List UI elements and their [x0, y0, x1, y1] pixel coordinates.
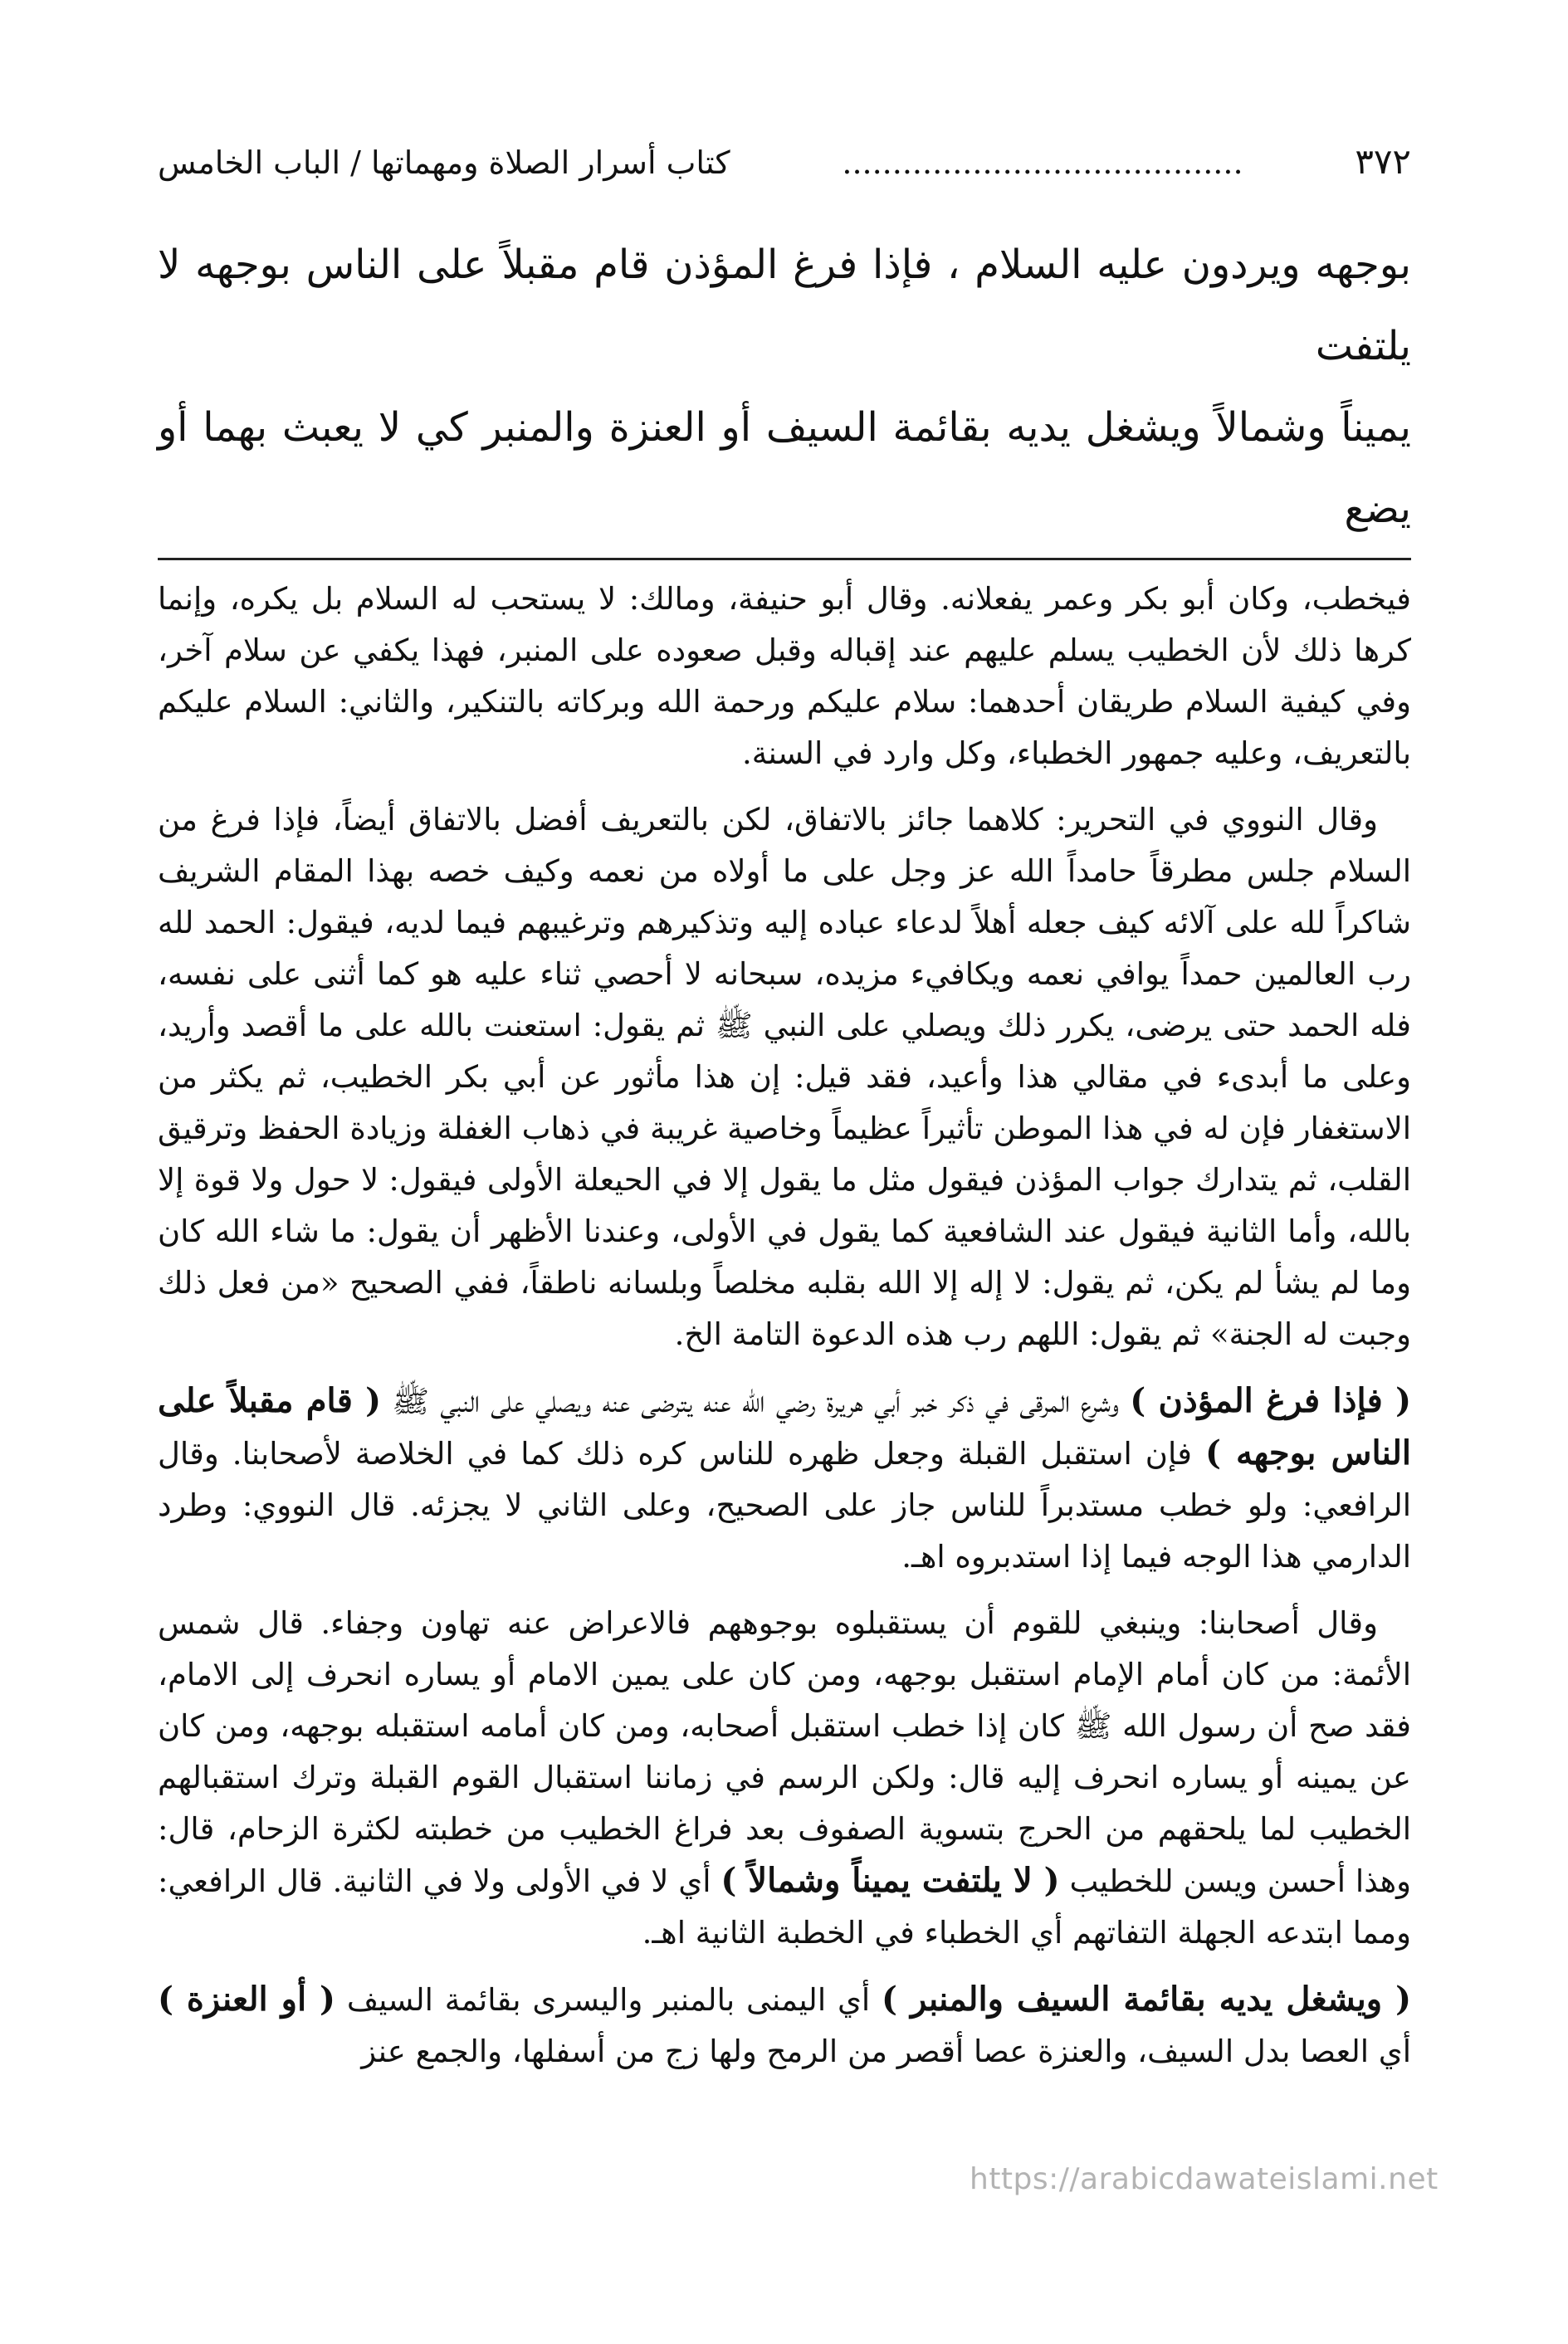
book-page [158, 125, 1411, 2249]
quoted-text-heading: ( لا يلتفت يميناً وشمالاً ) [720, 1861, 1060, 1900]
quoted-text-heading: ( أو العنزة ) [158, 1980, 335, 2019]
commentary-text: فإن استقبل القبلة وجعل ظهره للناس كره ذلك كما في الخلاصة لأصحابنا. وقال الرافعي: ولو خطب مستدبراً للناس جاز على الصحيح، وعلى الثاني لا يجزئه. قال النووي: وطرد الدارمي هذا الوجه فيما إذا استدبروه اهـ. [158, 1436, 1411, 1575]
running-title: كتاب أسرار الصلاة ومهماتها / الباب الخامس [158, 144, 730, 181]
commentary [158, 574, 1411, 2078]
commentary-text: وقال أصحابنا: وينبغي للقوم أن يستقبلوه بوجوههم فالاعراض عنه تهاون وجفاء. قال شمس الأئمة: من كان أمام الإمام استقبل بوجهه، ومن كان على يمين الامام أو يساره انحرف إلى الامام، فقد صح أن رسول الله ﷺ كان إذا خطب استقبل أصحابه، ومن كان أمامه استقبله بوجهه، ومن كان عن يمينه أو يساره انحرف إليه قال: ولكن الرسم في زماننا استقبال القوم القبلة وترك استقبالهم الخطيب لما يلحقهم من الحرج بتسوية الصفوف بعد فراغ الخطيب من خطبته لكثرة الزحام، قال: وهذا أحسن ويسن للخطيب [158, 1605, 1412, 1899]
page-number: ٣٧٢ [1355, 141, 1411, 182]
commentary-text: أي لا في الأولى ولا في الثانية. قال الرافعي: ومما ابتدعه الجهلة التفاتهم أي الخطباء في الخطبة الثانية اهـ. [158, 1863, 1411, 1951]
main-text-line: بوجهه ويردون عليه السلام ، فإذا فرغ المؤذن قام مقبلاً على الناس بوجهه لا يلتفت [158, 242, 1411, 369]
commentary-paragraph: وقال النووي في التحرير: كلاهما جائز بالاتفاق، لكن بالتعريف أفضل بالاتفاق أيضاً، فإذا فرغ من السلام جلس مطرقاً حامداً الله عز وجل على ما أولاه من نعمه وكيف خصه بهذا المقام الشريف شاكراً لله على آلائه كيف جعله أهلاً لدعاء عباده إليه وتذكيرهم وترغيبهم فيما لديه، فيقول: الحمد لله رب العالمين حمداً يوافي نعمه ويكافيء مزيده، سبحانه لا أحصي ثناء عليه هو كما أثنى على نفسه، فله الحمد حتى يرضى، يكرر ذلك ويصلي على النبي ﷺ ثم يقول: استعنت بالله على ما أقصد وأريد، وعلى ما أبدىء في مقالي هذا وأعيد، فقد قيل: إن هذا مأثور عن أبي بكر الخطيب، ثم يكثر من الاستغفار فإن له في هذا الموطن تأثيراً عظيماً وخاصية غريبة في ذهاب الغفلة وزيادة الحفظ وترقيق القلب، ثم يتدارك جواب المؤذن فيقول مثل ما يقول إلا في الحيعلة الأولى فيقول: لا حول ولا قوة إلا بالله، وأما الثانية فيقول عند الشافعية كما يقول في الأولى، وعندنا الأظهر أن يقول: ما شاء الله كان وما لم يشأ لم يكن، ثم يقول: لا إله إلا الله بقلبه مخلصاً وبلسانه ناطقاً، ففي الصحيح «من فعل ذلك وجبت له الجنة» ثم يقول: اللهم رب هذه الدعوة التامة الخ. [158, 802, 1411, 1352]
page-header [158, 125, 1411, 199]
commentary-paragraph: فيخطب، وكان أبو بكر وعمر يفعلانه. وقال أبو حنيفة، ومالك: لا يستحب له السلام بل يكره، وإنما كرها ذلك لأن الخطيب يسلم عليهم عند إقباله وقبل صعوده على المنبر، فهذا يكفي عن سلام آخر، وفي كيفية السلام طريقان أحدهما: سلام عليكم ورحمة الله وبركاته بالتنكير، والثاني: السلام عليكم بالتعريف، وعليه جمهور الخطباء، وكل وارد في السنة. [158, 581, 1411, 771]
quoted-text-heading: ( قام مقبلاً على الناس بوجهه ) [158, 1381, 1411, 1472]
commentary-paragraph [158, 1375, 1411, 1583]
watermark-url: https://arabicdawateislami.net [970, 2162, 1439, 2196]
commentary-paragraph [158, 1974, 1411, 2078]
quoted-text-heading: ( فإذا فرغ المؤذن ) [1130, 1381, 1412, 1420]
main-text-line: يميناً وشمالاً ويشغل يديه بقائمة السيف أو العنزة والمنبر كي لا يعبث بهما أو يضع [158, 404, 1411, 532]
header-dots: ........................................ [842, 144, 1243, 181]
commentary-text: أي العصا بدل السيف، والعنزة عصا أقصر من الرمح ولها زج من أسفلها، والجمع عنز [361, 2034, 1411, 2069]
commentary-paragraph [158, 1598, 1411, 1959]
main-text [158, 224, 1411, 549]
commentary-text: وشرع المرقى في ذكر خبر أبي هريرة رضي الله عنه يترضى عنه ويصلي على النبي ﷺ [392, 1384, 1119, 1419]
separator-rule [158, 558, 1411, 560]
commentary-text: أي اليمنى بالمنبر واليسرى بقائمة السيف [346, 1982, 871, 2018]
quoted-text-heading: ( ويشغل يديه بقائمة السيف والمنبر ) [882, 1980, 1412, 2019]
